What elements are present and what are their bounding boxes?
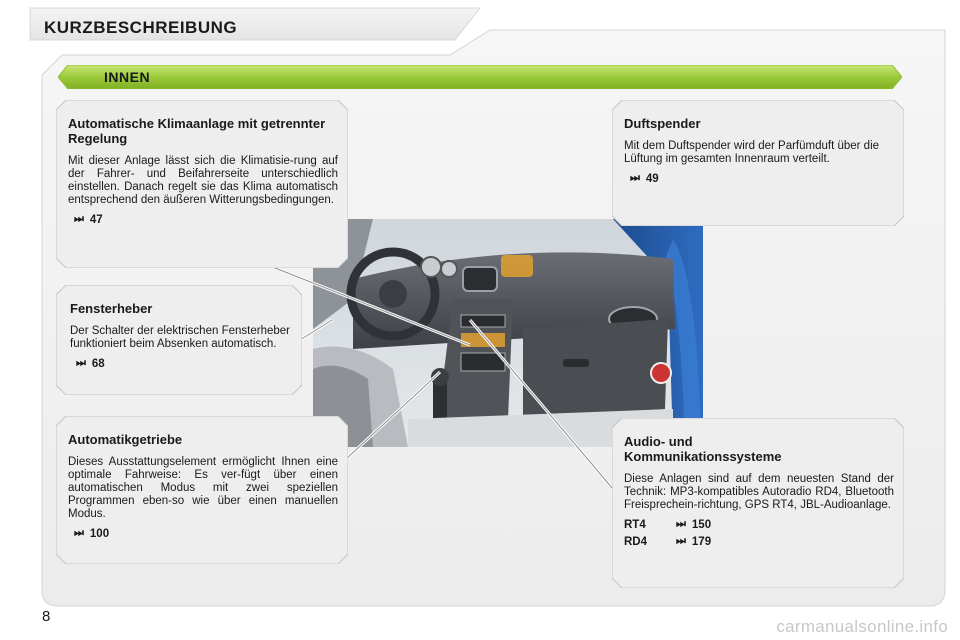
fast-forward-icon: ⏭	[676, 535, 686, 547]
duftspender-title: Duftspender	[624, 116, 701, 131]
duftspender-text: Mit dem Duftspender wird der Parfümduft über die Lüftung im gesamten Innenraum verteilt.	[624, 140, 880, 165]
automatikgetriebe-text: Dieses Ausstattungselement ermöglicht Ihnen eine optimale Fahrweise: Es ver-fügt über einen automatischen Modus mit zwei speziellen Programmen eben-so wie über einen manuellen Modus.	[68, 456, 338, 520]
audio-ref-page: 150	[691, 518, 712, 531]
duftspender-page-number: 49	[645, 172, 659, 185]
automatikgetriebe-page-ref[interactable]	[68, 527, 338, 540]
audio-ref-rt4[interactable]	[624, 518, 894, 531]
audio-ref-page: 179	[691, 535, 712, 548]
audio-ref-label: RD4	[624, 535, 648, 548]
section-bar	[58, 65, 902, 89]
audio-text: Diese Anlagen sind auf dem neuesten Stand der Technik: MP3-kompatibles Autoradio RD4, Bluetooth Freisprechein-richtung, GPS RT4, JBL-Audioanlage.	[624, 473, 894, 511]
klimaanlage-text: Mit dieser Anlage lässt sich die Klimatisie-rung auf der Fahrer- und Beifahrerseite unterschiedlich einstellen. Danach regelt sie das Klima automatisch entsprechend den äußeren Witterungsbedingungen.	[68, 155, 338, 206]
fast-forward-icon: ⏭	[74, 213, 84, 225]
duftspender-box	[612, 100, 904, 226]
automatikgetriebe-box	[56, 416, 348, 564]
fast-forward-icon: ⏭	[630, 172, 640, 184]
audio-title: Audio- und Kommunikationssysteme	[624, 434, 782, 464]
fast-forward-icon: ⏭	[74, 527, 84, 539]
fensterheber-text: Der Schalter der elektrischen Fensterheber funktioniert beim Absenken automatisch.	[70, 325, 290, 350]
automatikgetriebe-page-number: 100	[89, 527, 110, 540]
klimaanlage-box	[56, 100, 348, 268]
car-interior-image	[313, 219, 703, 447]
klimaanlage-page-number: 47	[89, 213, 103, 226]
fensterheber-box	[56, 285, 302, 395]
page-title: KURZBESCHREIBUNG	[44, 18, 238, 37]
audio-box	[612, 418, 904, 588]
section-title: INNEN	[104, 69, 151, 85]
fast-forward-icon: ⏭	[676, 518, 686, 530]
fensterheber-title: Fensterheber	[70, 301, 153, 316]
klimaanlage-title: Automatische Klimaanlage mit getrennter Regelung	[68, 116, 326, 146]
watermark: carmanualsonline.info	[776, 617, 948, 636]
audio-ref-label: RT4	[624, 518, 646, 531]
duftspender-page-ref[interactable]	[624, 172, 894, 185]
fensterheber-page-number: 68	[91, 357, 105, 370]
page-number: 8	[42, 608, 51, 625]
fensterheber-page-ref[interactable]	[70, 357, 290, 370]
klimaanlage-page-ref[interactable]	[68, 213, 338, 226]
automatikgetriebe-title: Automatikgetriebe	[68, 432, 183, 447]
fast-forward-icon: ⏭	[76, 357, 86, 369]
audio-ref-rd4[interactable]	[624, 535, 894, 548]
